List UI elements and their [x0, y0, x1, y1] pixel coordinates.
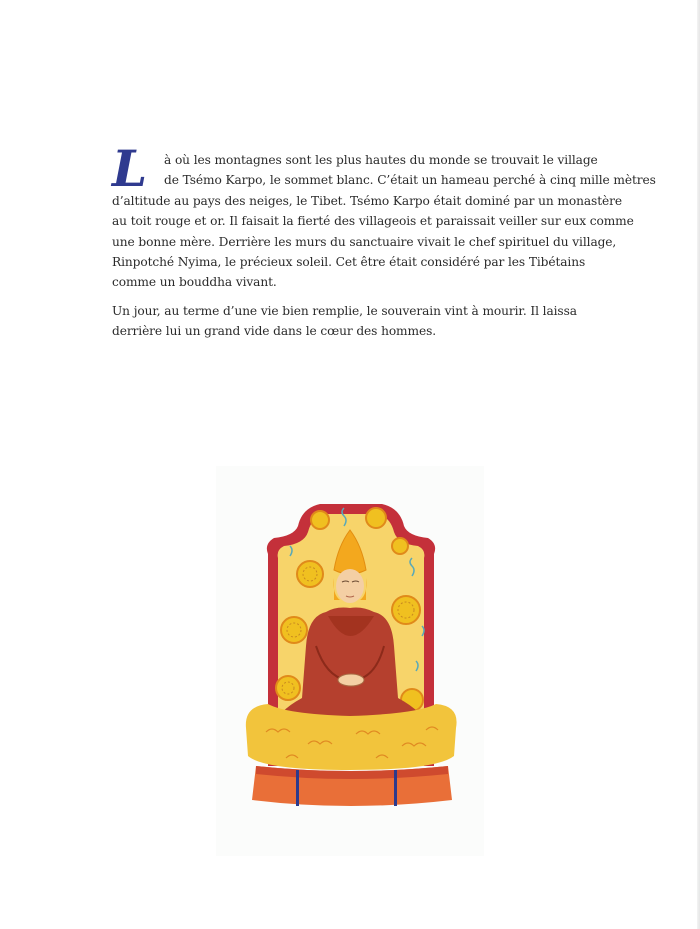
paragraph-2 [112, 301, 577, 342]
base-stripe-right [394, 770, 397, 806]
text-line: à où les montagnes sont les plus hautes du monde se trouvait le village [164, 153, 598, 167]
text-line: de Tsémo Karpo, le sommet blanc. C’était un hameau perché à cinq mille mètres [164, 173, 656, 188]
text-line: au toit rouge et or. Il faisait la fierté des villageois et paraissait veiller sur eux comme [112, 214, 634, 229]
base-stripe-left [296, 770, 299, 806]
text-line: comme un bouddha vivant. [112, 275, 277, 290]
face [336, 569, 364, 603]
hands [338, 674, 364, 686]
story-text [112, 139, 656, 342]
text-line: Rinpotché Nyima, le précieux soleil. Cet être était considéré par les Tibétains [112, 255, 586, 270]
lama-illustration [216, 466, 484, 856]
paragraph-1 [112, 139, 656, 293]
drop-cap: L [112, 139, 148, 198]
text-line: Un jour, au terme d’une vie bien remplie, le souverain vint à mourir. Il laissa [112, 303, 577, 318]
illustration-svg [216, 466, 484, 856]
text-line: derrière lui un grand vide dans le cœur des hommes. [112, 324, 437, 339]
text-line: une bonne mère. Derrière les murs du sanctuaire vivait le chef spirituel du village, [112, 234, 617, 249]
text-line: d’altitude au pays des neiges, le Tibet. Tsémo Karpo était dominé par un monastère [112, 193, 622, 208]
